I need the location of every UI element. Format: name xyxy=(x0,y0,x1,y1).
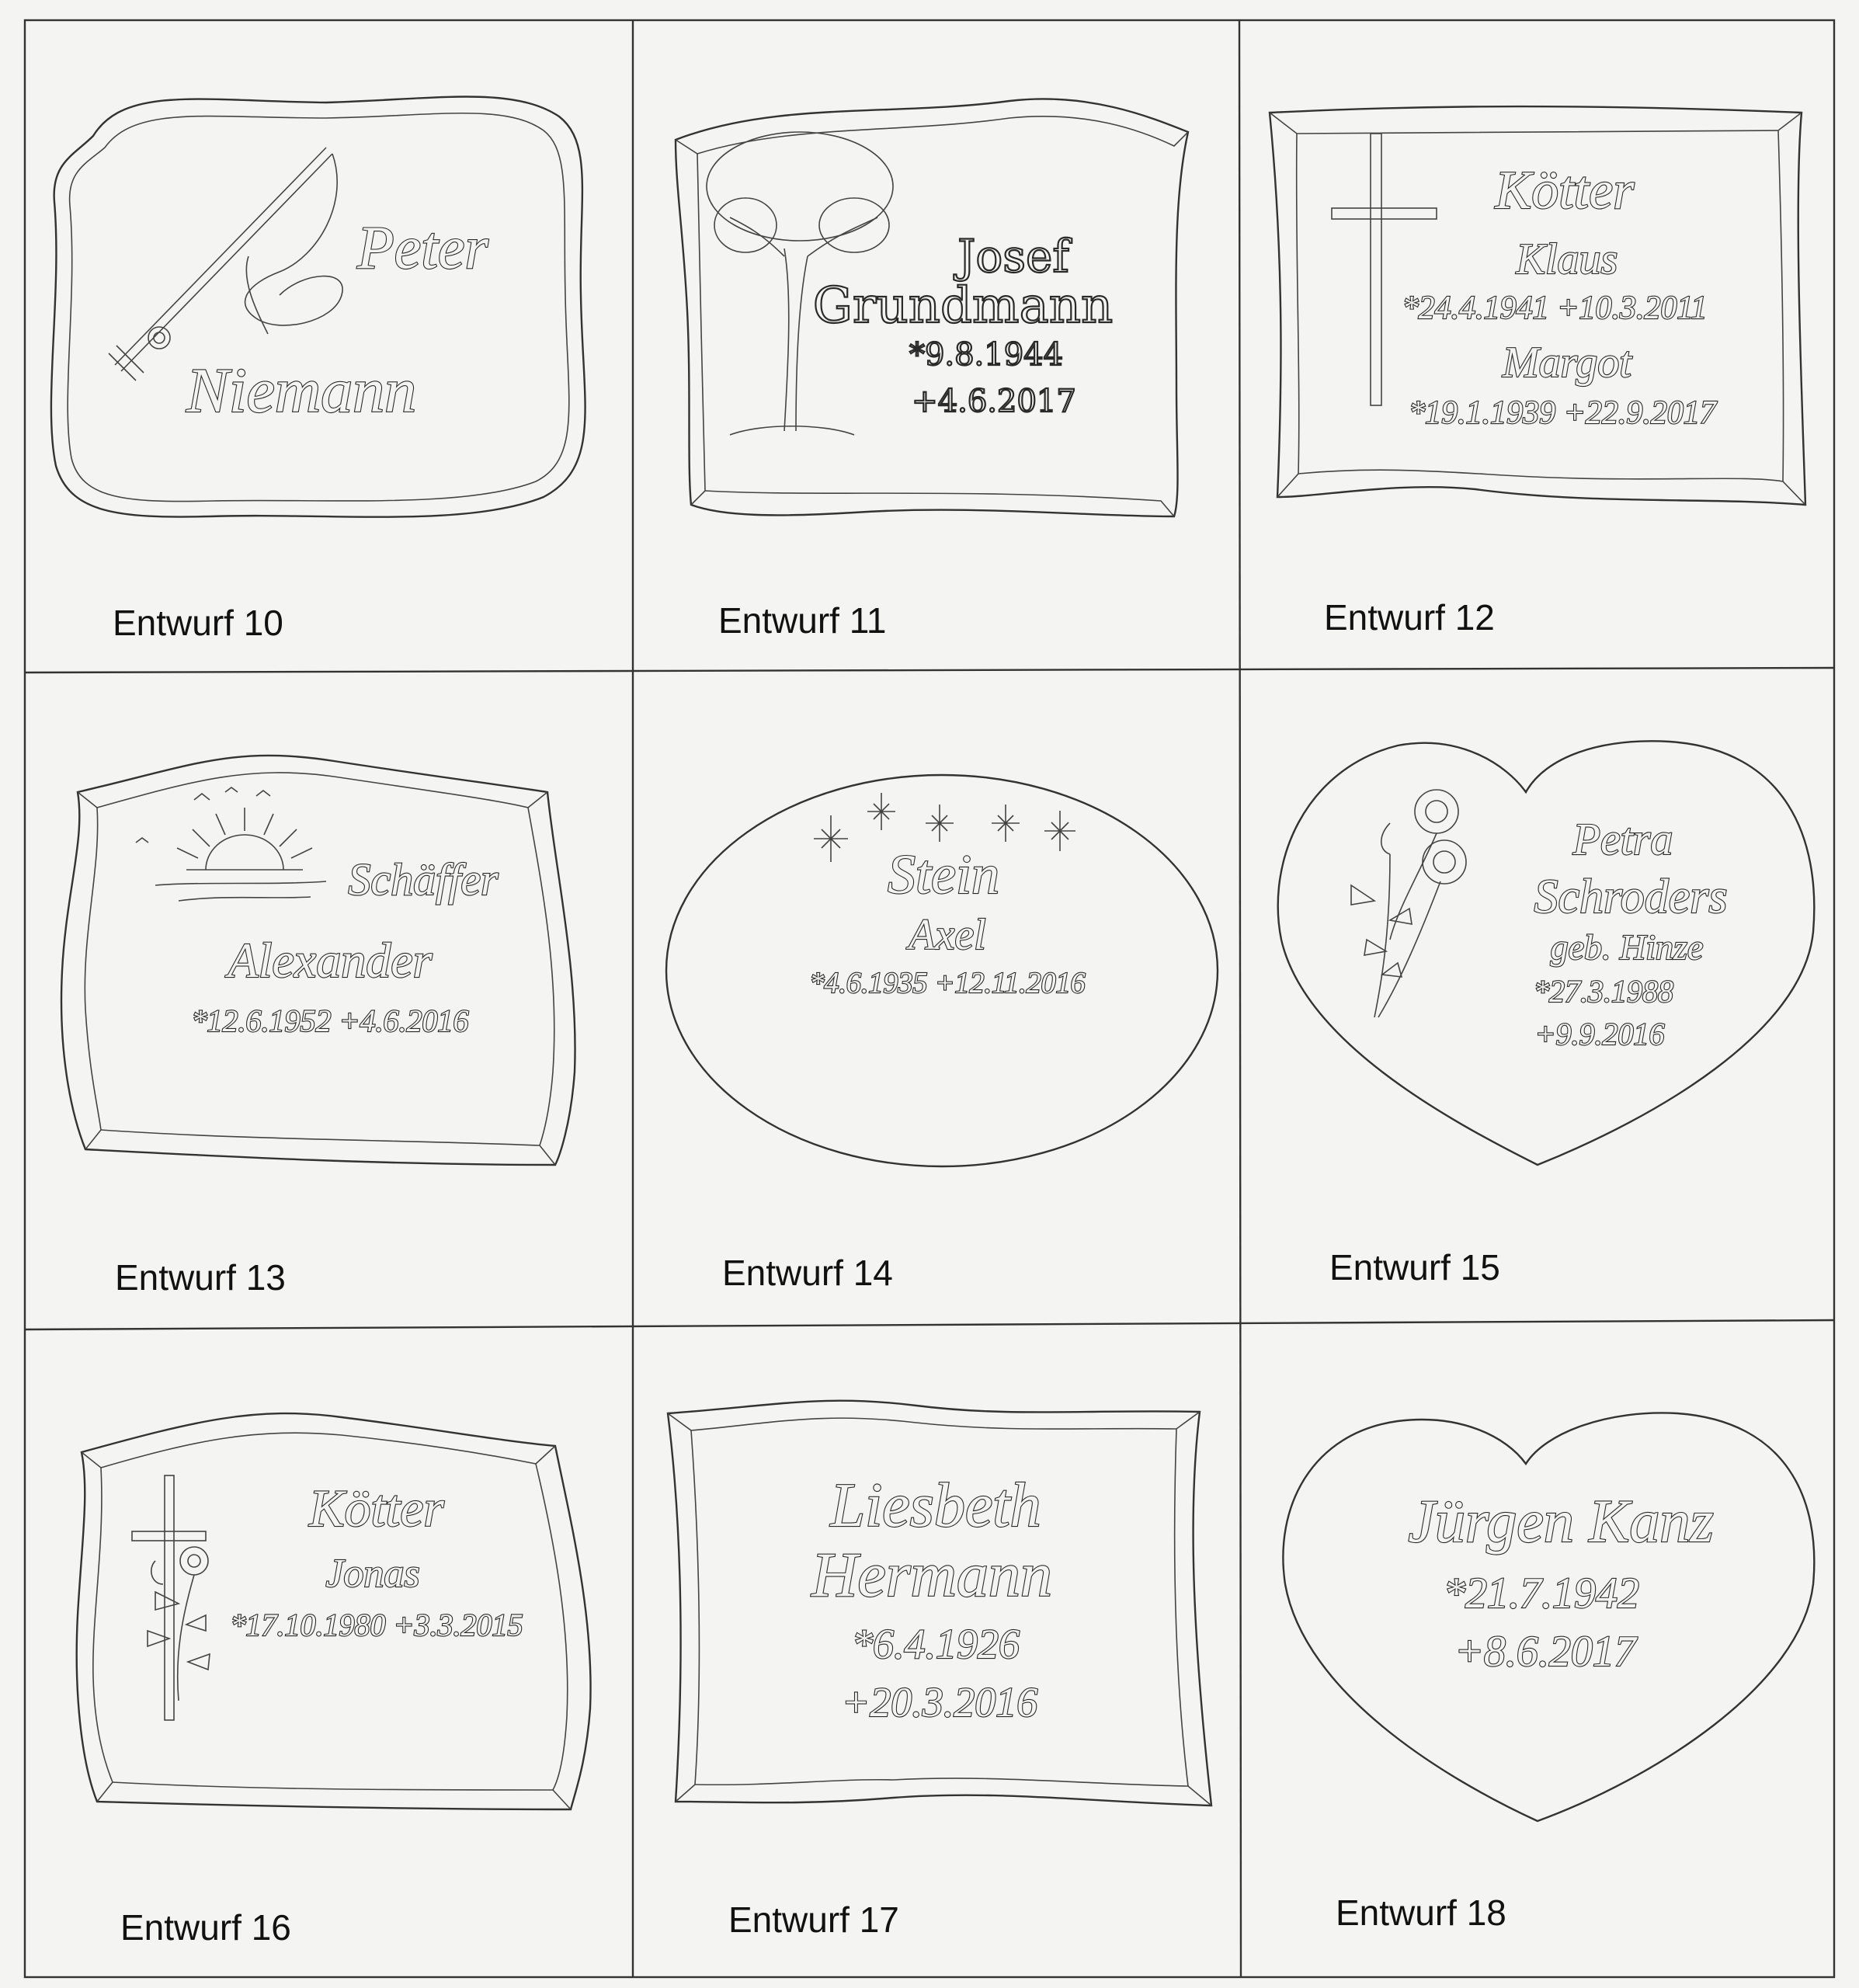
inscription-line: Axel xyxy=(909,911,986,959)
design-label: Entwurf 17 xyxy=(728,1899,899,1940)
tombstone-14 xyxy=(666,775,1218,1166)
inscription-line: geb. Hinze xyxy=(1550,927,1704,967)
inscription-line: Jonas xyxy=(325,1552,420,1596)
inscription-line: *9.8.1944 xyxy=(909,337,1064,373)
tombstone-18 xyxy=(1283,1413,1814,1821)
inscription-line: *4.6.1935 +12.11.2016 xyxy=(809,967,1086,999)
tombstone-12 xyxy=(1270,106,1805,505)
inscription-line: Jürgen Kanz xyxy=(1408,1487,1714,1555)
tombstone-15 xyxy=(1278,741,1815,1165)
cross-icon xyxy=(1332,134,1437,405)
inscription-line: Hermann xyxy=(811,1539,1052,1610)
inscription-line: Stein xyxy=(888,843,999,905)
inscription-line: +9.9.2016 xyxy=(1534,1017,1665,1051)
grid-divider xyxy=(25,1320,1834,1329)
inscription-line: Petra xyxy=(1572,814,1673,864)
design-label: Entwurf 14 xyxy=(722,1253,893,1293)
design-label: Entwurf 18 xyxy=(1336,1892,1506,1933)
inscription-line: +8.6.2017 xyxy=(1454,1628,1636,1676)
inscription-line: Klaus xyxy=(1516,235,1618,283)
inscription-line: Grundmann xyxy=(812,277,1114,335)
inscription-line: *17.10.1980 +3.3.2015 xyxy=(230,1607,523,1642)
design-label: Entwurf 12 xyxy=(1324,597,1495,638)
roses-icon xyxy=(1351,790,1466,1017)
design-label: Entwurf 15 xyxy=(1329,1247,1500,1288)
inscription-line: *12.6.1952 +4.6.2016 xyxy=(191,1003,469,1038)
grid-divider xyxy=(25,668,1834,673)
inscription-line: Schäffer xyxy=(348,854,499,905)
inscription-line: Schroders xyxy=(1534,871,1728,923)
fishing-rod-icon xyxy=(109,148,342,381)
inscription-line: Alexander xyxy=(228,933,433,988)
inscription-line: Margot xyxy=(1503,339,1631,387)
inscription-line: *19.1.1939 +22.9.2017 xyxy=(1409,395,1716,431)
inscription-line: Liesbeth xyxy=(830,1472,1041,1540)
inscription-line: Niemann xyxy=(186,355,417,426)
inscription-line: Kötter xyxy=(309,1479,444,1538)
inscription-line: *21.7.1942 xyxy=(1444,1569,1639,1618)
cross-rose-icon xyxy=(132,1475,210,1720)
inscription-line: Josef xyxy=(957,230,1069,283)
tombstone-16 xyxy=(77,1413,591,1809)
design-label: Entwurf 11 xyxy=(718,600,887,641)
tombstone-11 xyxy=(676,99,1188,516)
inscription-line: Peter xyxy=(357,214,488,281)
design-label: Entwurf 16 xyxy=(120,1907,291,1948)
tombstone-10 xyxy=(51,97,585,517)
inscription-line: *24.4.1941 +10.3.2011 xyxy=(1402,290,1708,326)
design-label: Entwurf 13 xyxy=(115,1257,286,1298)
grid-divider xyxy=(1239,20,1241,1977)
inscription-line: +4.6.2017 xyxy=(912,384,1076,419)
inscription-line: +20.3.2016 xyxy=(841,1679,1038,1726)
inscription-line: *6.4.1926 xyxy=(852,1621,1020,1667)
tombstone-17 xyxy=(668,1401,1211,1806)
sunrise-icon xyxy=(136,787,326,901)
design-label: Entwurf 10 xyxy=(113,603,283,643)
tombstone-13 xyxy=(61,756,575,1165)
inscription-line: Kötter xyxy=(1495,161,1635,221)
inscription-line: *27.3.1988 xyxy=(1534,974,1673,1009)
